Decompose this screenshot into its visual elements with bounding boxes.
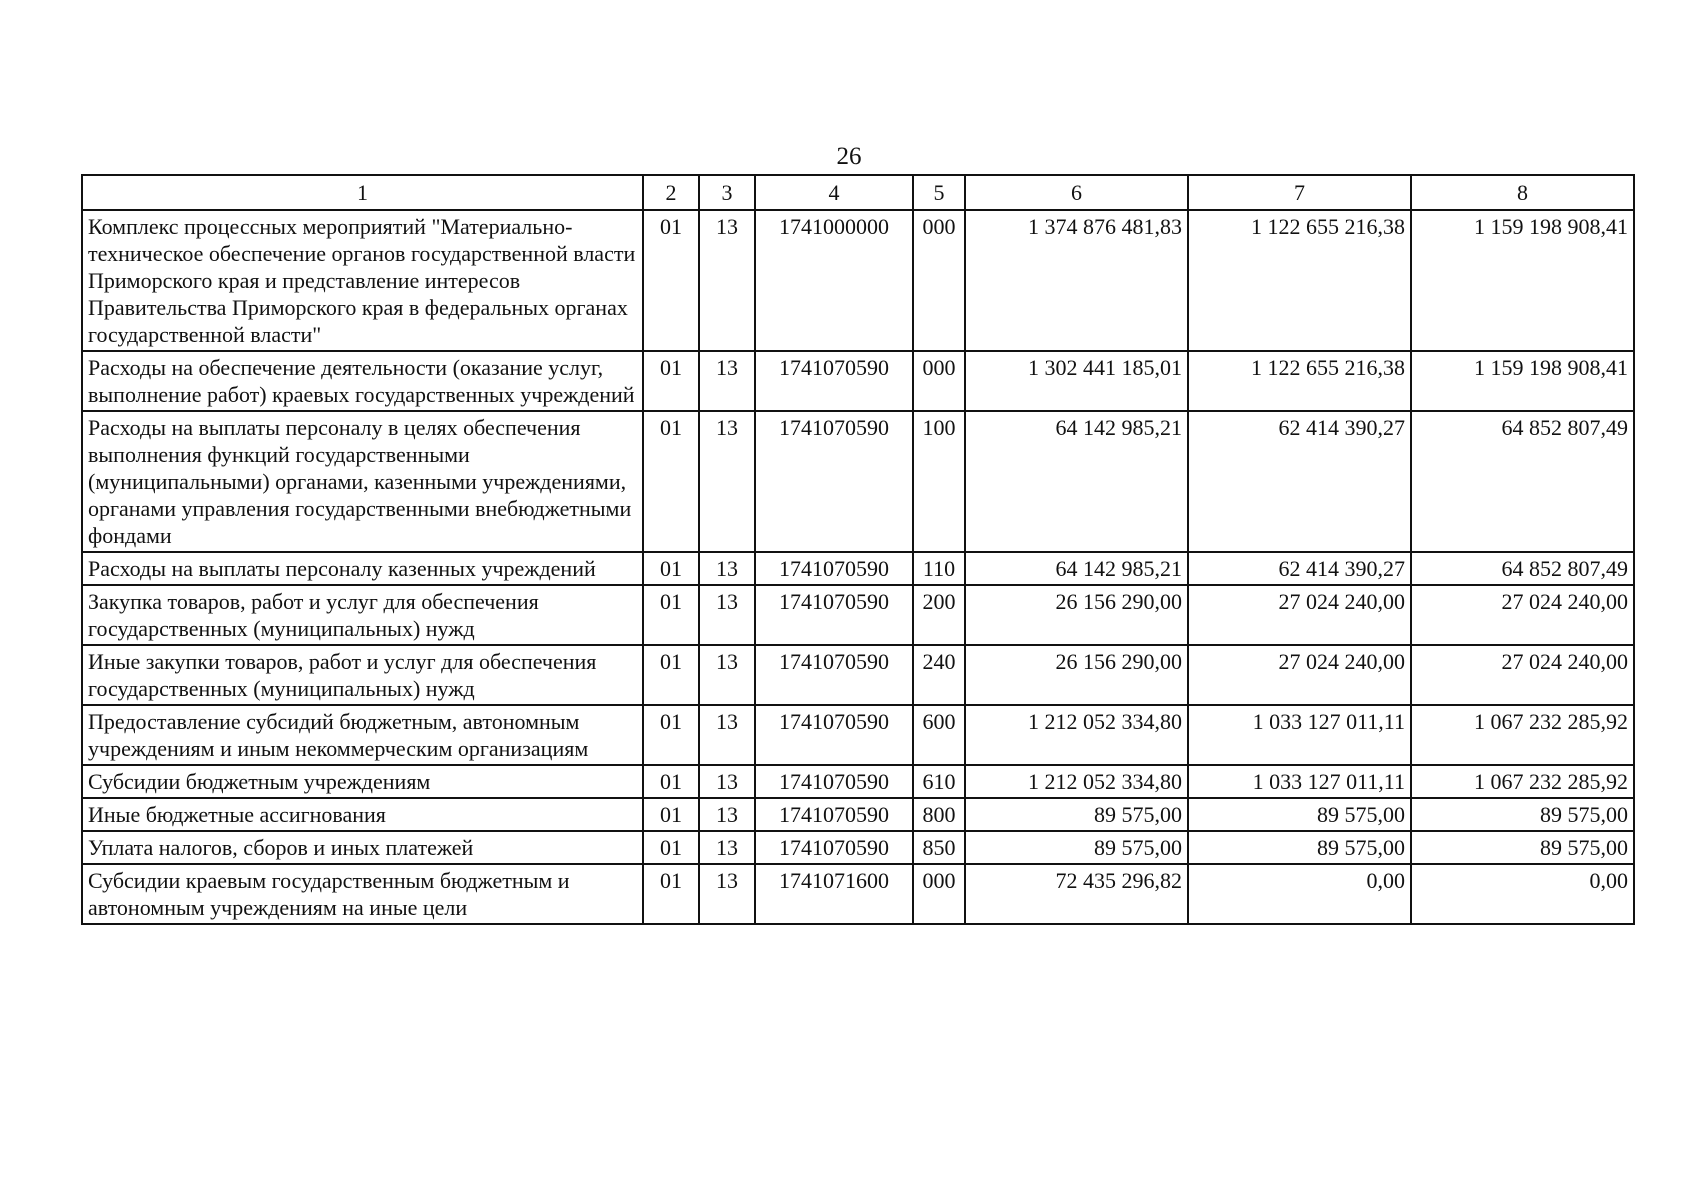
amount-col7: 89 575,00 [1188,831,1411,864]
table-row [82,864,1634,924]
expense-name: Субсидии бюджетным учреждениям [82,765,643,798]
column-header: 7 [1188,175,1411,210]
amount-col8: 1 067 232 285,92 [1411,765,1634,798]
section-code: 01 [643,798,699,831]
amount-col7: 1 033 127 011,11 [1188,765,1411,798]
table-row [82,831,1634,864]
section-code: 01 [643,552,699,585]
expense-type-code: 100 [913,411,965,552]
amount-col6: 64 142 985,21 [965,552,1188,585]
amount-col8: 1 067 232 285,92 [1411,705,1634,765]
amount-col6: 1 212 052 334,80 [965,765,1188,798]
expense-type-code: 000 [913,351,965,411]
section-code: 01 [643,864,699,924]
amount-col8: 64 852 807,49 [1411,411,1634,552]
table-row [82,645,1634,705]
amount-col7: 27 024 240,00 [1188,585,1411,645]
table-row [82,411,1634,552]
target-article-code: 1741071600 [755,864,913,924]
expense-name: Расходы на выплаты персоналу казенных учреждений [82,552,643,585]
target-article-code: 1741070590 [755,411,913,552]
column-header: 2 [643,175,699,210]
amount-col7: 62 414 390,27 [1188,552,1411,585]
target-article-code: 1741070590 [755,585,913,645]
page-number: 26 [836,143,862,170]
target-article-code: 1741070590 [755,552,913,585]
column-header: 6 [965,175,1188,210]
amount-col6: 26 156 290,00 [965,585,1188,645]
expense-type-code: 000 [913,210,965,351]
amount-col7: 62 414 390,27 [1188,411,1411,552]
column-header: 8 [1411,175,1634,210]
amount-col6: 1 302 441 185,01 [965,351,1188,411]
table-row [82,585,1634,645]
section-code: 01 [643,765,699,798]
amount-col8: 89 575,00 [1411,798,1634,831]
amount-col6: 1 212 052 334,80 [965,705,1188,765]
subsection-code: 13 [699,411,755,552]
column-header: 1 [82,175,643,210]
budget-table [81,174,1635,925]
section-code: 01 [643,645,699,705]
expense-name: Субсидии краевым государственным бюджетным и автономным учреждениям на иные цели [82,864,643,924]
subsection-code: 13 [699,831,755,864]
expense-type-code: 000 [913,864,965,924]
target-article-code: 1741070590 [755,705,913,765]
target-article-code: 1741070590 [755,798,913,831]
section-code: 01 [643,705,699,765]
amount-col8: 27 024 240,00 [1411,585,1634,645]
section-code: 01 [643,831,699,864]
amount-col8: 27 024 240,00 [1411,645,1634,705]
expense-type-code: 110 [913,552,965,585]
table-row [82,351,1634,411]
target-article-code: 1741070590 [755,831,913,864]
amount-col8: 89 575,00 [1411,831,1634,864]
expense-name: Уплата налогов, сборов и иных платежей [82,831,643,864]
amount-col8: 1 159 198 908,41 [1411,210,1634,351]
target-article-code: 1741070590 [755,351,913,411]
expense-type-code: 600 [913,705,965,765]
expense-name: Расходы на обеспечение деятельности (оказание услуг, выполнение работ) краевых государственных учреждений [82,351,643,411]
amount-col8: 0,00 [1411,864,1634,924]
expense-type-code: 240 [913,645,965,705]
section-code: 01 [643,210,699,351]
amount-col6: 1 374 876 481,83 [965,210,1188,351]
table-row [82,210,1634,351]
target-article-code: 1741070590 [755,645,913,705]
expense-name: Иные бюджетные ассигнования [82,798,643,831]
subsection-code: 13 [699,351,755,411]
expense-type-code: 200 [913,585,965,645]
target-article-code: 1741070590 [755,765,913,798]
amount-col7: 1 122 655 216,38 [1188,351,1411,411]
expense-name: Комплекс процессных мероприятий "Материально-техническое обеспечение органов государственной власти Приморского края и представление интересов Правительства Приморского края в федеральных органах государственной власти" [82,210,643,351]
amount-col6: 89 575,00 [965,831,1188,864]
amount-col7: 0,00 [1188,864,1411,924]
amount-col7: 27 024 240,00 [1188,645,1411,705]
expense-type-code: 800 [913,798,965,831]
amount-col6: 26 156 290,00 [965,645,1188,705]
subsection-code: 13 [699,798,755,831]
section-code: 01 [643,411,699,552]
subsection-code: 13 [699,645,755,705]
subsection-code: 13 [699,864,755,924]
amount-col7: 89 575,00 [1188,798,1411,831]
target-article-code: 1741000000 [755,210,913,351]
amount-col6: 89 575,00 [965,798,1188,831]
amount-col8: 64 852 807,49 [1411,552,1634,585]
expense-type-code: 850 [913,831,965,864]
section-code: 01 [643,585,699,645]
amount-col7: 1 033 127 011,11 [1188,705,1411,765]
table-row [82,765,1634,798]
expense-name: Расходы на выплаты персоналу в целях обеспечения выполнения функций государственными (муниципальными) органами, казенными учреждениями, органами управления государственными внебюджетными фондами [82,411,643,552]
amount-col6: 72 435 296,82 [965,864,1188,924]
table-row [82,552,1634,585]
amount-col6: 64 142 985,21 [965,411,1188,552]
column-header: 4 [755,175,913,210]
amount-col7: 1 122 655 216,38 [1188,210,1411,351]
expense-name: Иные закупки товаров, работ и услуг для обеспечения государственных (муниципальных) нужд [82,645,643,705]
table-row [82,705,1634,765]
expense-type-code: 610 [913,765,965,798]
subsection-code: 13 [699,552,755,585]
amount-col8: 1 159 198 908,41 [1411,351,1634,411]
column-header: 3 [699,175,755,210]
expense-name: Предоставление субсидий бюджетным, автономным учреждениям и иным некоммерческим организациям [82,705,643,765]
section-code: 01 [643,351,699,411]
column-header: 5 [913,175,965,210]
subsection-code: 13 [699,585,755,645]
subsection-code: 13 [699,705,755,765]
subsection-code: 13 [699,210,755,351]
expense-name: Закупка товаров, работ и услуг для обеспечения государственных (муниципальных) нужд [82,585,643,645]
header-row [82,175,1634,210]
table-row [82,798,1634,831]
subsection-code: 13 [699,765,755,798]
